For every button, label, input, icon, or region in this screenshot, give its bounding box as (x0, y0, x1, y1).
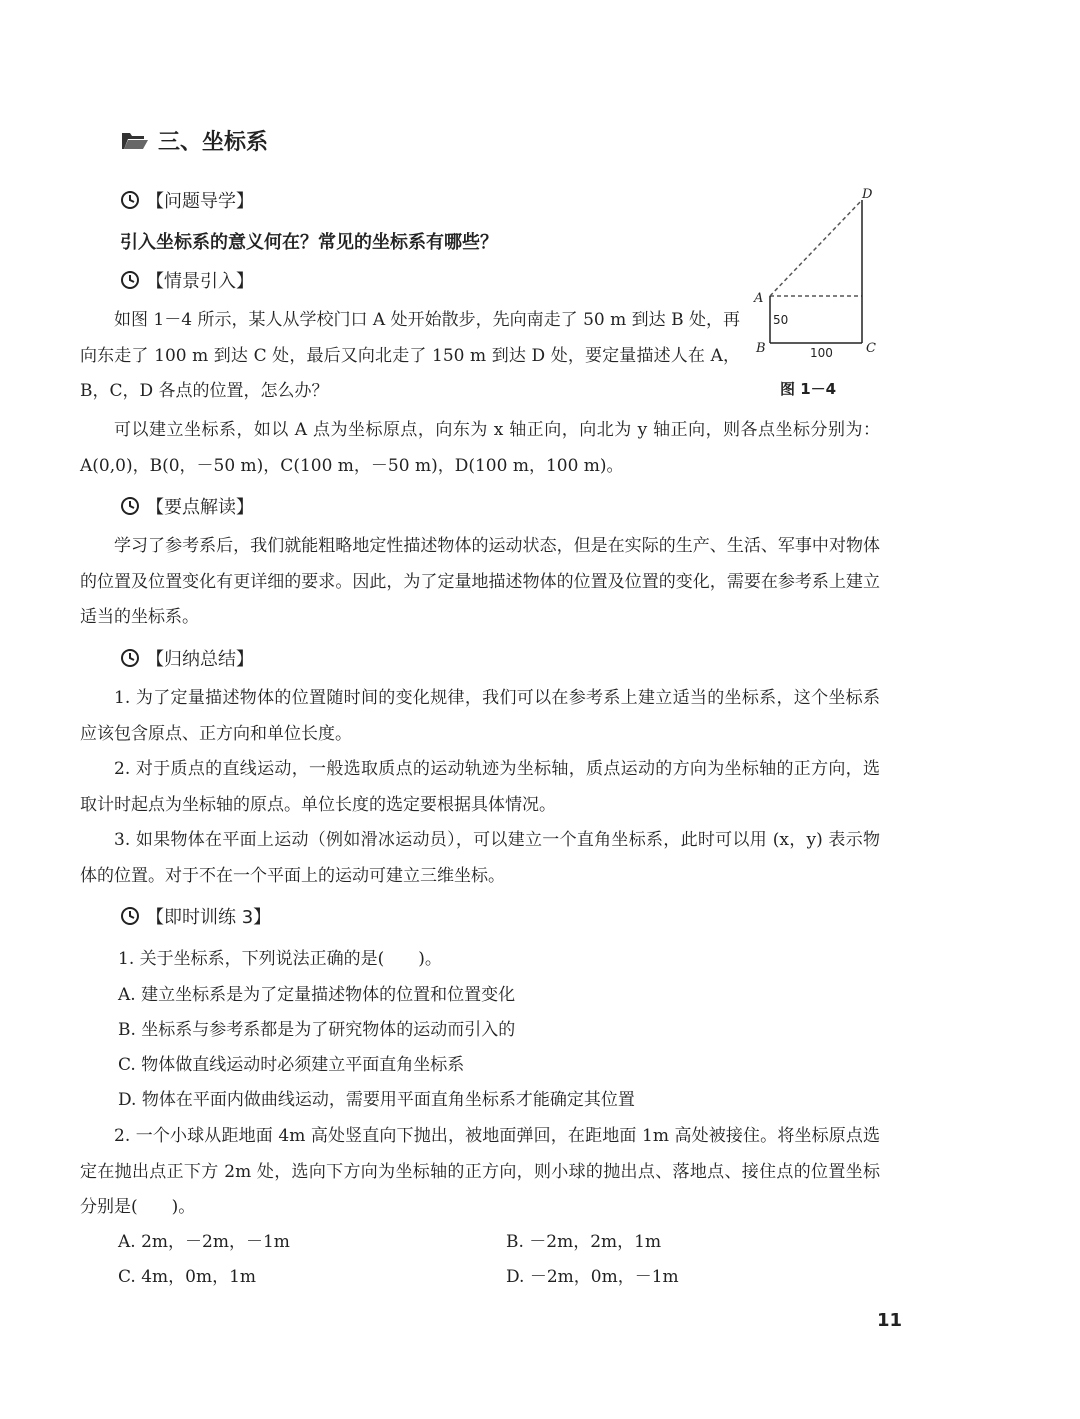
clock-icon (120, 270, 140, 290)
header-guina-label: 【归纳总结】 (146, 649, 254, 670)
header-wenti-label: 【问题导学】 (146, 191, 254, 212)
label-50: 50 (773, 313, 789, 327)
guina-item: 1. 为了定量描述物体的位置随时间的变化规律，我们可以在参考系上建立适当的坐标系，这个坐标系应该包含原点、正方向和单位长度。 (80, 688, 880, 744)
figure-caption: 图 1－4 (780, 380, 837, 398)
folder-icon (120, 129, 150, 151)
label-d: D (862, 187, 873, 202)
guina-item: 2. 对于质点的直线运动，一般选取质点的运动轨迹为坐标轴，质点运动的方向为坐标轴的正方向，选取计时起点为坐标轴的原点。单位长度的选定要根据具体情况。 (80, 759, 880, 815)
q1-stem: 1. 关于坐标系，下列说法正确的是( )。 (118, 949, 442, 969)
clock-icon (120, 496, 140, 516)
wenti-question: 引入坐标系的意义何在？常见的坐标系有哪些？ (120, 232, 498, 253)
header-qingjing-label: 【情景引入】 (146, 271, 254, 292)
clock-icon (120, 190, 140, 210)
q1-option-a: A. 建立坐标系是为了定量描述物体的位置和位置变化 (118, 985, 516, 1005)
qingjing-answer: 可以建立坐标系，如以 A 点为坐标原点，向东为 x 轴正向，向北为 y 轴正向，则各点坐标分别为：A(0,0)，B(0，－50 m)，C(100 m，－50 m)，D(100 m，100 m)。 (80, 420, 880, 476)
label-c: C (866, 341, 876, 356)
clock-icon (120, 906, 140, 926)
clock-icon (120, 648, 140, 668)
header-xunlian (120, 902, 271, 930)
qingjing-text: 如图 1－4 所示，某人从学校门口 A 处开始散步，先向南走了 50 m 到达 B 处，再向东走了 100 m 到达 C 处，最后又向北走了 150 m 到达 D 处，要定量描述人在 A，B，C，D 各点的位置，怎么办？ (80, 310, 740, 401)
q1-option-d: D. 物体在平面内做曲线运动，需要用平面直角坐标系才能确定其位置 (118, 1090, 635, 1110)
q1-option-b: B. 坐标系与参考系都是为了研究物体的运动而引入的 (118, 1020, 516, 1040)
q2-option-d: D. －2m，0m，－1m (506, 1267, 679, 1287)
figure-1-4 (750, 180, 880, 370)
q2-option-b: B. －2m，2m，1m (506, 1232, 662, 1252)
q1-option-c: C. 物体做直线运动时必须建立平面直角坐标系 (118, 1055, 465, 1075)
q2-option-c: C. 4m，0m，1m (118, 1267, 257, 1287)
page-number: 11 (876, 1310, 902, 1331)
label-b: B (756, 341, 766, 356)
q2-option-a: A. 2m，－2m，－1m (118, 1232, 290, 1252)
header-yaodian-label: 【要点解读】 (146, 497, 254, 518)
guina-item: 3. 如果物体在平面上运动（例如滑冰运动员），可以建立一个直角坐标系，此时可以用 (x，y) 表示物体的位置。对于不在一个平面上的运动可建立三维坐标。 (80, 830, 880, 886)
section-title-text: 三、坐标系 (158, 129, 269, 155)
header-wenti (120, 186, 254, 214)
header-yaodian (120, 492, 254, 520)
yaodian-text: 学习了参考系后，我们就能粗略地定性描述物体的运动状态，但是在实际的生产、生活、军事中对物体的位置及位置变化有更详细的要求。因此，为了定量地描述物体的位置及位置的变化，需要在参考系上建立适当的坐标系。 (80, 536, 880, 627)
header-qingjing (120, 266, 254, 294)
header-guina (120, 644, 254, 672)
section-title (120, 122, 268, 158)
q2-stem: 2. 一个小球从距地面 4m 高处竖直向下抛出，被地面弹回，在距地面 1m 高处被接住。将坐标原点选定在抛出点正下方 2m 处，选向下方向为坐标轴的正方向，则小球的抛出点、落地点、接住点的位置坐标分别是( )。 (80, 1126, 880, 1217)
header-xunlian-label: 【即时训练 3】 (146, 907, 272, 928)
label-a: A (754, 291, 764, 306)
label-100: 100 (810, 346, 833, 360)
path-ad (770, 200, 862, 296)
